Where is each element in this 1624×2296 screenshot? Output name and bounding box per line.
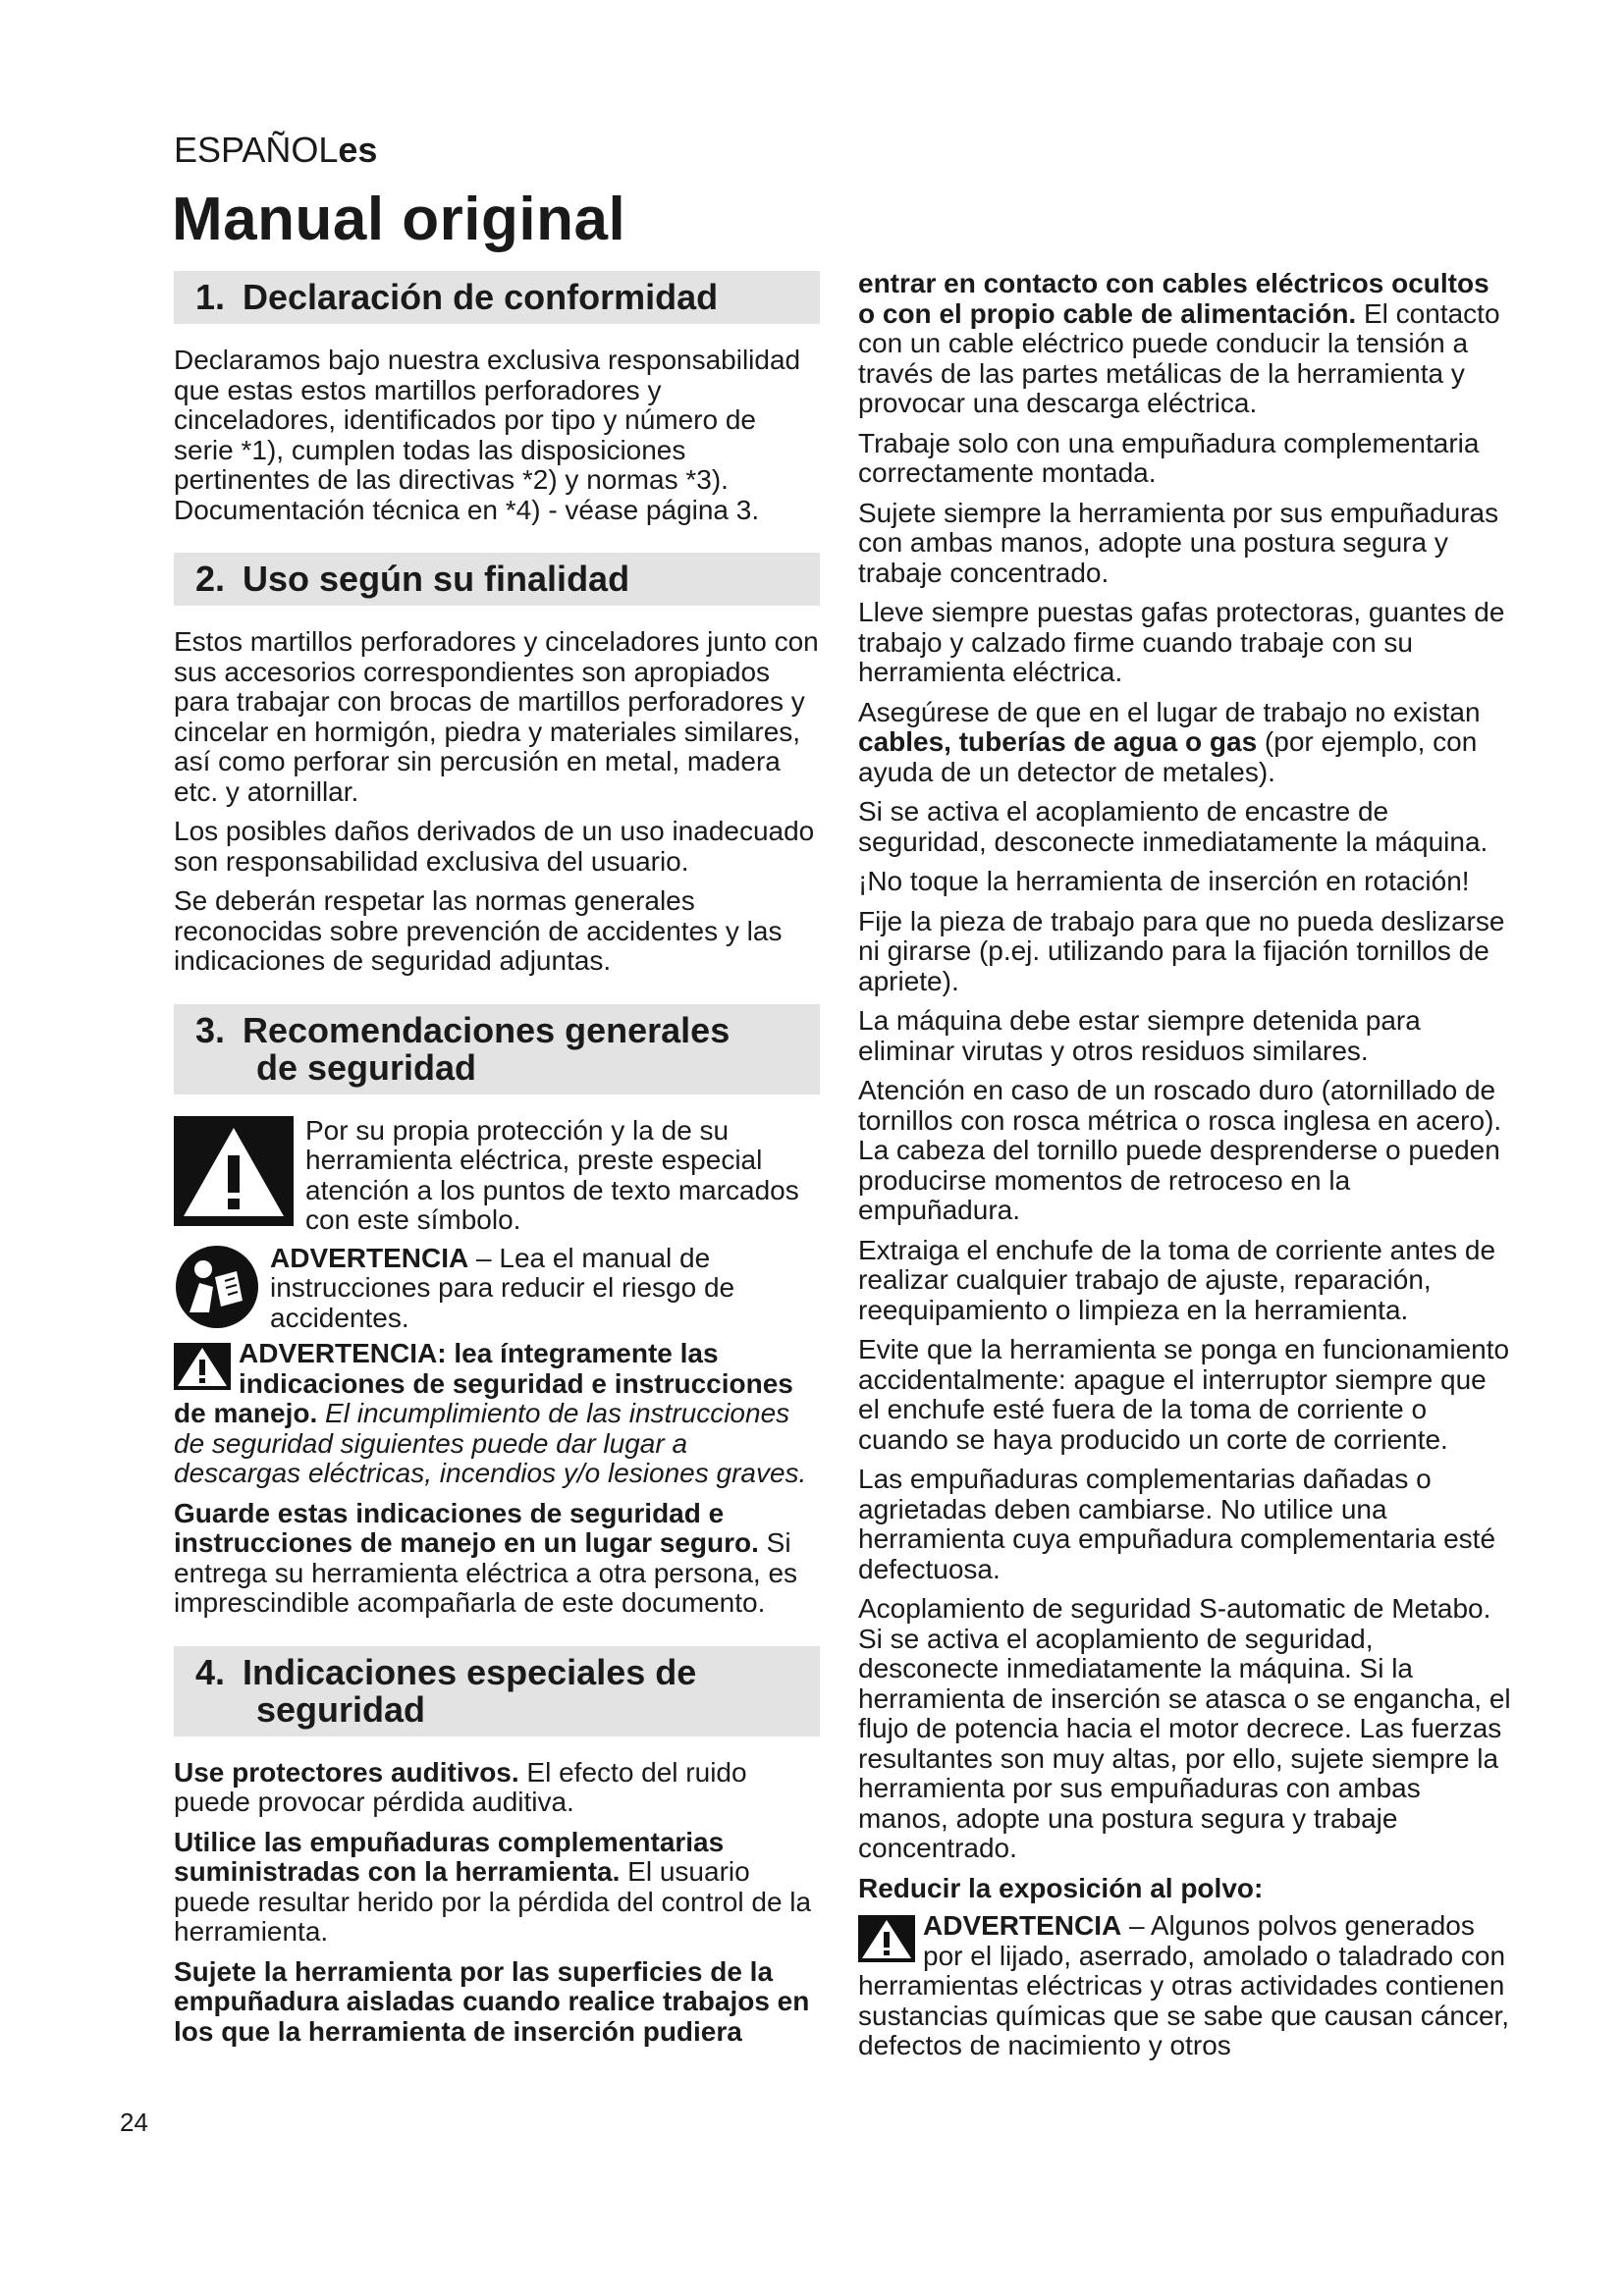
detect-utilities-bold: cables, tuberías de agua o gas <box>858 726 1258 757</box>
language-name: ESPAÑOL <box>174 130 339 170</box>
keep-instructions-text: Si entrega su herramienta eléctrica a otra persona, es imprescindible acompañarla de este documento. <box>174 1527 798 1618</box>
insulated-grip-paragraph: Sujete la herramienta por las superficies de la empuñadura aisladas cuando realice trabajos en los que la herramienta de inserción pudiera <box>174 1955 810 2047</box>
language-label <box>174 130 377 171</box>
section-heading-2 <box>174 553 820 606</box>
dust-warning-text: – Algunos polvos generados por el lijado, aserrado, amolado o taladrado con herramientas eléctricas y otras actividades contienen sustancias químicas que se sabe que causan cáncer, defectos de nacimiento y otros <box>858 1910 1510 2060</box>
section-4-number: 4. <box>195 1651 226 1692</box>
detect-utilities-text-a: Asegúrese de que en el lugar de trabajo no existan <box>858 696 1481 727</box>
section-3-number: 3. <box>195 1009 226 1050</box>
language-code: es <box>338 130 378 170</box>
warning-triangle-icon <box>174 1116 294 1226</box>
safety-symbol-text: Por su propia protección y la de su herramienta eléctrica, preste especial atención a los puntos de texto marcados con este símbolo. <box>305 1114 799 1235</box>
hearing-protection-bold: Use protectores auditivos. <box>174 1756 519 1788</box>
hidden-cables-text: El contacto con un cable eléctrico puede conducir la tensión a través de las partes metálicas de la herramienta y provocar una descarga eléctrica. <box>858 297 1500 418</box>
s-automatic-paragraph <box>858 1594 1511 1864</box>
hearing-protection-text: El efecto del ruido puede provocar pérdida auditiva. <box>174 1756 747 1817</box>
protective-gear-paragraph: Lleve siempre puestas gafas protectoras, guantes de trabajo y calzado firme cuando trabaje con su herramienta eléctrica. <box>858 597 1505 687</box>
safety-symbol-note <box>174 1116 820 1236</box>
section-4-title-line-1: Indicaciones especiales de <box>243 1651 697 1692</box>
detect-utilities-paragraph <box>858 698 1511 788</box>
secure-workpiece-paragraph: Fije la pieza de trabajo para que no pueda deslizarse ni girarse (p.ej. utilizando para la fijación tornillos de apriete). <box>858 905 1505 996</box>
intended-use-paragraph-2: Los posibles daños derivados de un uso inadecuado son responsabilidad exclusiva del usuario. <box>174 816 815 877</box>
auxiliary-handles-text: El usuario puede resultar herido por la pérdida del control de la herramienta. <box>174 1856 812 1947</box>
damaged-handles-paragraph: Las empuñaduras complementarias dañadas o agrietadas deben cambiarse. No utilice una herramienta cuya empuñadura complementaria esté defectuosa. <box>858 1464 1496 1584</box>
page-number: 24 <box>120 2108 148 2137</box>
hard-threading-paragraph: Atención en caso de un roscado duro (atornillado de tornillos con rosca métrica o rosca inglesa en acero). La cabeza del tornillo puede desprenderse o pueden producirse momentos de retroceso en la empuñadura. <box>858 1075 1502 1225</box>
section-3-title-line-1: Recomendaciones generales <box>243 1009 731 1050</box>
keep-instructions-paragraph <box>174 1499 820 1619</box>
read-manual-icon <box>174 1244 260 1330</box>
section-4-title-line-2: seguridad <box>256 1688 426 1730</box>
remove-chips-paragraph: La máquina debe estar siempre detenida para eliminar virutas y otros residuos similares. <box>858 1005 1421 1066</box>
read-all-warnings <box>174 1339 820 1489</box>
s-automatic-text: Si se activa el acoplamiento de seguridad, desconecte inmediatamente la máquina. Si la herramienta de inserción se atasca o se engancha, el flujo de potencia hacia el motor decrece. Las fuerzas resultantes son muy altas, por ello, sujete siempre la herramienta por sus empuñaduras con ambas manos, adopte una postura segura y trabaje concentrado. <box>858 1623 1511 1863</box>
section-1-title: Declaración de conformidad <box>243 277 719 317</box>
hearing-protection-paragraph <box>174 1758 820 1818</box>
dust-warning-icon <box>858 1915 915 1962</box>
dust-warning-label: ADVERTENCIA <box>923 1910 1122 1941</box>
detect-utilities-text-b: (por ejemplo, con ayuda de un detector de metales). <box>858 726 1478 787</box>
section-2-number: 2. <box>195 559 226 599</box>
auxiliary-handles-bold: Utilice las empuñaduras complementarias suministradas con la herramienta. <box>174 1826 725 1887</box>
auxiliary-handles-paragraph <box>174 1828 820 1948</box>
accidental-start-paragraph: Evite que la herramienta se ponga en funcionamiento accidentalmente: apague el interruptor siempre que el enchufe esté fuera de la toma de corriente o cuando se haya producido un corte de corriente. <box>858 1334 1510 1455</box>
read-manual-text: – Lea el manual de instrucciones para reducir el riesgo de accidentes. <box>270 1242 735 1333</box>
right-column <box>858 269 1511 2071</box>
read-manual-note <box>174 1244 820 1334</box>
intended-use-paragraph-3: Se deberán respetar las normas generales reconocidas sobre prevención de accidentes y las indicaciones de seguridad adjuntas. <box>174 885 783 976</box>
page-title: Manual original <box>172 186 626 253</box>
read-all-warnings-italic: El incumplimiento de las instrucciones de seguridad siguientes puede dar lugar a descargas eléctricas, incendios y/o lesiones graves. <box>174 1398 807 1488</box>
s-automatic-heading: Acoplamiento de seguridad S-automatic de Metabo. <box>858 1593 1491 1624</box>
intended-use-paragraph-1: Estos martillos perforadores y cinceladores junto con sus accesorios correspondientes son apropiados para trabajar con brocas de martillos perforadores y cincelar en hormigón, piedra y materiales similares, así como perforar sin percusión en metal, madera etc. y atornillar. <box>174 626 819 807</box>
left-column <box>174 271 820 2056</box>
dust-warning-paragraph <box>858 1911 1511 2061</box>
dust-exposure-heading: Reducir la exposición al polvo: <box>858 1872 1264 1903</box>
keep-instructions-bold: Guarde estas indicaciones de seguridad e instrucciones de manejo en un lugar seguro. <box>174 1497 759 1558</box>
section-3-title-line-2: de seguridad <box>256 1046 477 1088</box>
rotating-tool-paragraph: ¡No toque la herramienta de inserción en rotación! <box>858 866 1470 896</box>
hidden-cables-paragraph <box>858 269 1511 419</box>
read-all-warnings-bold: ADVERTENCIA: lea íntegramente las indicaciones de seguridad e instrucciones de manejo. <box>174 1338 793 1428</box>
conformity-paragraph: Declaramos bajo nuestra exclusiva responsabilidad que estas estos martillos perforadores y cinceladores, identificados por tipo y número de serie *1), cumplen todas las disposiciones pertinentes de las directivas *2) y normas *3). Documentación técnica en *4) - véase página 3. <box>174 345 801 525</box>
warning-triangle-small-icon <box>174 1343 231 1390</box>
hidden-cables-bold: entrar en contacto con cables eléctricos ocultos o con el propio cable de alimentación. <box>858 268 1489 329</box>
read-manual-warning-label: ADVERTENCIA <box>270 1242 469 1273</box>
hold-both-hands-paragraph: Sujete siempre la herramienta por sus empuñaduras con ambas manos, adopte una postura segura y trabaje concentrado. <box>858 497 1499 588</box>
section-heading-3 <box>174 1004 820 1095</box>
aux-handle-mounted-paragraph: Trabaje solo con una empuñadura complementaria correctamente montada. <box>858 427 1480 488</box>
section-1-number: 1. <box>195 277 226 317</box>
section-heading-4 <box>174 1646 820 1736</box>
unplug-paragraph: Extraiga el enchufe de la toma de corriente antes de realizar cualquier trabajo de ajuste, reparación, reequipamiento o limpieza en la herramienta. <box>858 1234 1496 1325</box>
section-heading-1 <box>174 271 820 324</box>
safety-clutch-paragraph: Si se activa el acoplamiento de encastre de seguridad, desconecte inmediatamente la máquina. <box>858 796 1489 857</box>
section-2-title: Uso según su finalidad <box>243 559 630 599</box>
